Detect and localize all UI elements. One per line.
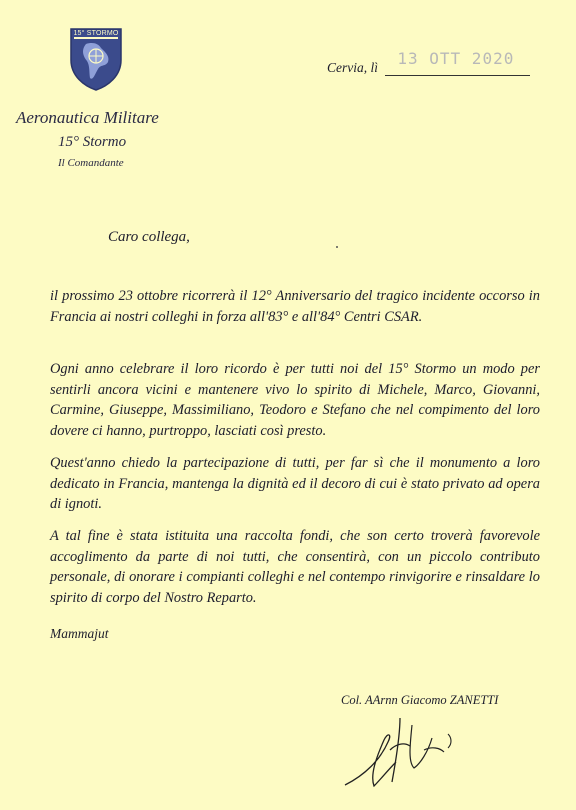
date-line — [385, 49, 530, 76]
signatory-name: Col. AArnn Giacomo ZANETTI — [341, 693, 499, 707]
place: Cervia, lì — [327, 60, 378, 75]
paragraph-4: A tal fine è stata istituita una raccolta fondi, che son certo troverà favorevole accoglimento da parte di noi tutti, che consentirà, con un piccolo contributo personale, di onorare i compianti colleghi e nel contempo rinvigorire e rinsaldare lo spirito di corpo del Nostro Reparto. — [50, 528, 540, 606]
paragraph-2: Ogni anno celebrare il loro ricordo è per tutti noi del 15° Stormo un modo per sentirli ancora vicini e mantenere vivo lo spirito di Michele, Marco, Giovanni, Carmine, Giuseppe, Massimiliano, Teodoro e Stefano che nel compimento del loro dovere ci hanno, purtroppo, lasciati così presto. — [50, 361, 540, 439]
speck — [336, 246, 338, 248]
paragraph-1: il prossimo 23 ottobre ricorrerà il 12° Anniversario del tragico incidente occorso in Francia ai nostri colleghi in forza all'83° e all'84° Centri CSAR. — [50, 288, 540, 325]
handwritten-signature — [340, 690, 510, 802]
dateline — [327, 49, 530, 76]
date-stamp: 13 OTT 2020 — [397, 49, 515, 68]
unit-name: 15° Stormo — [58, 134, 127, 150]
closing: Mammajut — [50, 626, 109, 641]
paragraph-3: Quest'anno chiedo la partecipazione di tutti, per far sì che il monumento a loro dedicato in Francia, mantenga la dignità ed il decoro di cui è stato privato ad opera di ignoti. — [50, 455, 540, 513]
salutation: Caro collega, — [108, 229, 190, 245]
organization-name: Aeronautica Militare — [16, 108, 159, 127]
crest-label: 15° STORMO — [73, 30, 119, 37]
sender-role: Il Comandante — [58, 157, 124, 169]
